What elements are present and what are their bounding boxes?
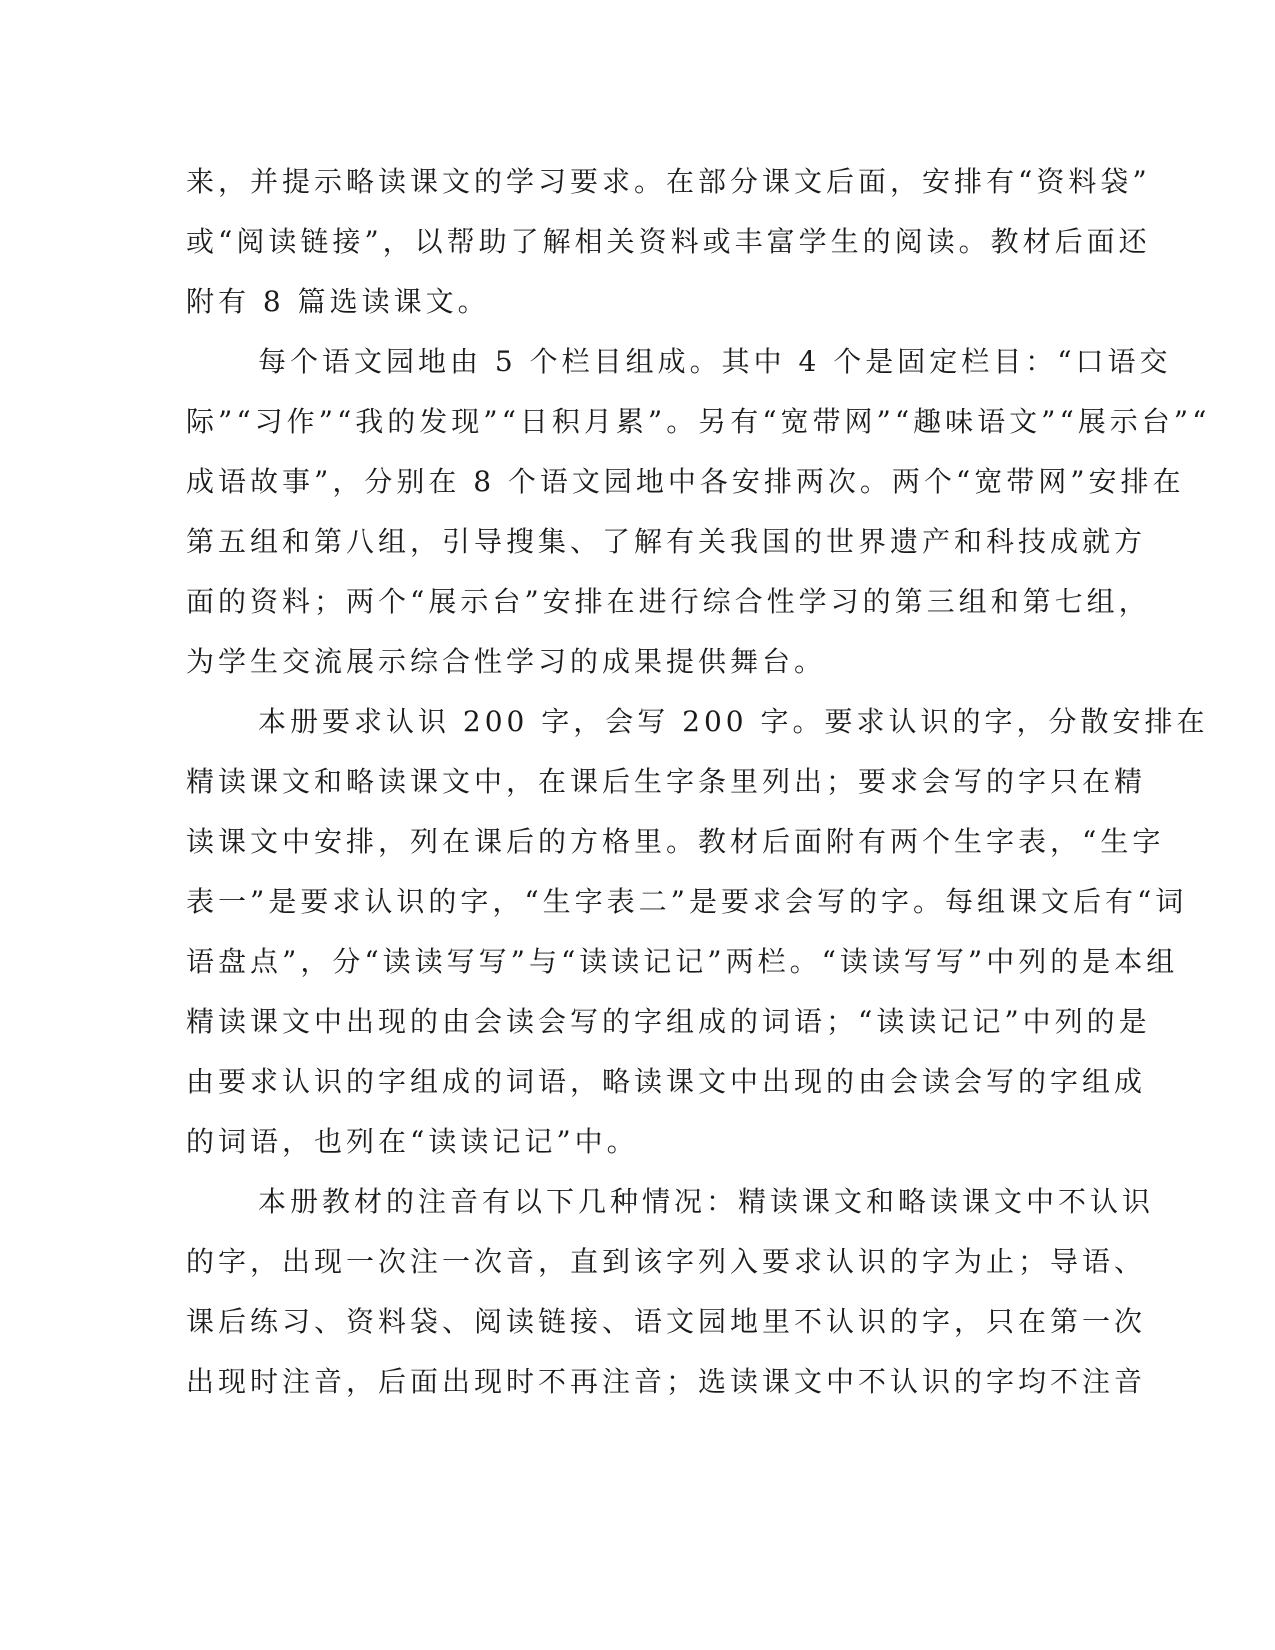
text-line: 精读课文中出现的由会读会写的字组成的词语；“读读记记”中列的是 <box>186 1005 1151 1038</box>
text-line: 课后练习、资料袋、阅读链接、语文园地里不认识的字，只在第一次 <box>186 1305 1147 1338</box>
text-line: 成语故事”，分别在 8 个语文园地中各安排两次。两个“宽带网”安排在 <box>186 465 1185 498</box>
text-line: 精读课文和略读课文中，在课后生字条里列出；要求会写的字只在精 <box>186 765 1147 798</box>
text-line: 或“阅读链接”，以帮助了解相关资料或丰富学生的阅读。教材后面还 <box>186 225 1151 258</box>
text-line: 际”“习作”“我的发现”“日积月累”。另有“宽带网”“趣味语文”“展示台”“ <box>186 405 1211 438</box>
text-line: 面的资料；两个“展示台”安排在进行综合性学习的第三组和第七组， <box>186 585 1151 618</box>
text-line: 的词语，也列在“读读记记”中。 <box>186 1125 639 1158</box>
text-line: 附有 8 篇选读课文。 <box>186 285 490 318</box>
text-line: 为学生交流展示综合性学习的成果提供舞台。 <box>186 645 827 678</box>
paragraph-start-line: 本册要求认识 200 字，会写 200 字。要求认识的字，分散安排在 <box>258 705 1209 738</box>
text-line: 第五组和第八组，引导搜集、了解有关我国的世界遗产和科技成就方 <box>186 525 1147 558</box>
text-line: 的字，出现一次注一次音，直到该字列入要求认识的字为止；导语、 <box>186 1245 1147 1278</box>
body-text <box>186 152 1211 1412</box>
text-line: 来，并提示略读课文的学习要求。在部分课文后面，安排有“资料袋” <box>186 165 1151 198</box>
text-line: 读课文中安排，列在课后的方格里。教材后面附有两个生字表，“生字 <box>186 825 1165 858</box>
text-line: 表一”是要求认识的字，“生字表二”是要求会写的字。每组课文后有“词 <box>186 885 1188 918</box>
paragraph-start-line: 本册教材的注音有以下几种情况：精读课文和略读课文中不认识 <box>258 1185 1155 1218</box>
text-line: 语盘点”，分“读读写写”与“读读记记”两栏。“读读写写”中列的是本组 <box>186 945 1179 978</box>
text-line: 出现时注音，后面出现时不再注音；选读课文中不认识的字均不注音 <box>186 1365 1147 1398</box>
paragraph-start-line: 每个语文园地由 5 个栏目组成。其中 4 个是固定栏目：“口语交 <box>258 345 1172 378</box>
text-line: 由要求认识的字组成的词语，略读课文中出现的由会读会写的字组成 <box>186 1065 1147 1098</box>
